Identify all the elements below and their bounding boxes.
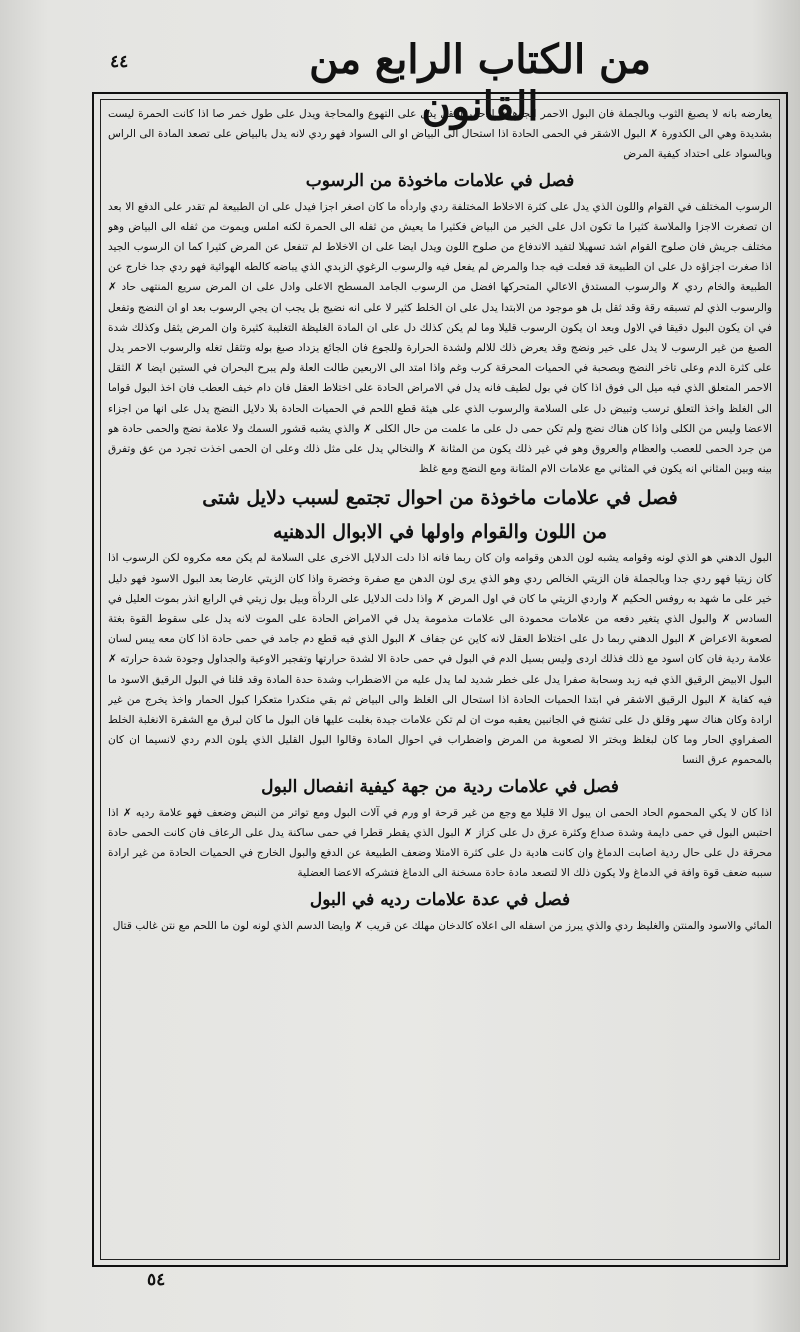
paragraph-discharge: اذا كان لا يكي المحموم الحاد الحمى ان يبول الا قليلا مع وجع من غير قرحة او ورم في آلات البول ومع تواتر من النبض وضعف فهو علامة رديه ✗ اذا احتبس البول في حمى دايمة وشدة صداع وكثرة عرق دل على كزاز ✗ البول الذي يقطر قطرا في حمى ساكنة يدل على الرعاف فان كانت الحمى حادة محرقة دل على حال ردية اصابت الدماغ وان كانت هادية دل على كثرة الامتلا وضعف الطبيعة عن الدفع والبول الخارج في الحميات الحادة من غير ارادة سببه ضعف قوة وافة في الدماغ ولا يكون ذلك الا لتصعد مادة حادة مسخنة الى الدماغ فتشركه الاعضا العضلية <box>108 806 772 880</box>
page-number: ٤٤ <box>110 52 129 72</box>
paragraph-intro: يعارضه بانه لا يصبغ الثوب وبالجملة فان البول الاحمر الجوهري الاحمر الثقل يدل على التهوع والمحاجة ويدل على طول خمر صا اذا كانت الحمرة ليست بشديدة وهي الى الكدورة ✗ البول الاشقر في الحمى الحادة اذا استحال الى البياض او الى السواد فهو ردي لانه يدل بالبياض على تصعد المادة الى الراس وبالسواد على احتداد كيفية المرض <box>108 108 772 161</box>
section-heading-combined-signs: فصل في علامات ماخوذة من احوال تجتمع لسبب دلايل شتى <box>202 487 678 510</box>
paragraph-bad-signs: المائي والاسود والمنتن والغليظ ردي والذي يبرز من اسفله الى اعلاه كالدخان مهلك عن قريب ✗ وايضا الدسم الذي لونه لون ما اللحم مع نتن غالب قتال <box>112 919 772 932</box>
paragraph-sediment: الرسوب المختلف في القوام واللون الذي يدل على كثرة الاخلاط المختلفة ردي واردأه ما كان اصغر اجزا فيدل على ان الطبيعة لم تقدر على الدفع الا بعد ان تصغرت الاجزا والملاسة كثيرا ما تكون ادل على الخير من البياض فكثيرا ما يعيش من ثفله الى الحمرة لكنه املس ويموت من ثفله الى البياض وهو مختلف جريش فان صلوح القوام اشد تسهيلا لتفيد الاندفاع من صلوح اللون ويدل ايضا على ان الاخلاط لم تنفعل عن المرض كثيرا كما ان الرسوب الجيد اذا صغرت اجزاؤه دل على ان الطبيعة قد فعلت فيه جدا والمرض لم يفعل فيه والرسوب الرغوي الزبدي الذي يباضه كالطه الهوائية فهو ردي جدا خارج عن الطبيعة والخام ردي ✗ والرسوب المستدق الاعالي المتحركها افضل من الرسوب الجامد المسطح الاعلى وادل على ان المرض سريع المنتهى حاد ✗ والرسوب الذي لم تسبقه رقة وقد ثقل بل هو موجود من الابتدا يدل على ان الخلط كثير لا على انه نضيج بل يجب ان يجي الرسوب بعد او ان النضج وتفعل في ان يكون البول دقيقا في الاول وبعد ان يكون الرسوب قليلا وما لم يكن كذلك دل على ان المادة الغليظة التغليبة كثيرة وان المرض يثقل وكذلك شدة الصبغ من غير الرسوب لا يدل على خير ونضج وقد يعرض ذلك للالم ولشدة الحرارة وللجوع فان الجائع يزداد صبغ بوله وتثقل تغله والرسوب الاحمر يدل على كثرة الدم وعلى تاخر النضج وبصحبة في الحميات المحرقة كرب وغم واذا امتد الى الاربعين طالت العلة ولم يبرح البحران في الستين ايضا ✗ الثقل الاحمر المتعلق الذي فيه ميل الى فوق اذا كان في بول لطيف فانه يدل في الامراض الحادة على اختلاط العقل فان دام خيف العطب فان اخذ البول قواما الى الغلظ واخذ التعلق ترسب وتبيض دل على السلامة والرسوب الذي على هيئة قطع اللحم في الحميات الحادة بلا دلايل النضج يدل على انها من اجزاء الاعضا وليس من الكلى واذا كان هناك نضج ولم تكن حمى دل على ما علمت من حال الكلى ✗ والذي يشبه قشور السمك ولا علامة نضج والحمى حادة هو من جرد الحمى للعصب والعظام والعروق وهو في غير ذلك يكون من المثانة ✗ والنخالي يدل على مثل ذلك وعلى ان الحمى اخذت تجرد من عق وتفرق بينه وبين المثاني انه يكون في المثاني مع علامات الام المثانة ومع النضج ومع غلظ <box>108 200 772 476</box>
text-body <box>108 104 772 1254</box>
section-heading-sediment: فصل في علامات ماخوذة من الرسوب <box>305 170 575 191</box>
section-heading-bad-signs: فصل في عدة علامات رديه في البول <box>309 889 571 910</box>
running-title: من الكتاب الرابع من القانون <box>309 36 651 130</box>
page-header <box>100 30 790 130</box>
footer-number: ٥٤ <box>147 1270 166 1290</box>
section-heading-discharge: فصل في علامات ردية من جهة كيفية انفصال البول <box>261 776 619 797</box>
paragraph-oily-urine: البول الدهني هو الذي لونه وقوامه يشبه لون الدهن وقوامه وان كان ربما فانه اذا دلت الدلايل الاخرى على السلامة لم يكن معه مكروه لكن الرسوب اذا كان زيتيا فهو ردي جدا وبالجملة فان الزيتي الخالص ردي وهو الذي يرى لون الدهن مع صفرة وخضرة واذا كان الزيتي عارضا بعد البول الاسود فهو دليل خير على ما شهد به روفس الحكيم ✗ واردي الزيتي ما كان في اول المرض ✗ واذا دلت الدلايل على الردأة وبيل بول زيتي في الرابع انذر بموت العليل في السادس ✗ والبول الذي يتغير دفعه من علامات محمودة الى علامات مذمومة يدل في الامراض الحادة على الموت لانه يدل على سقوط القوة بغتة لصعوبة الاعراض ✗ البول الدهني ربما دل على اختلاط العقل لانه كاين عن جفاف ✗ البول الذي فيه قطع دم جامد في حمى حادة اذا كان معه يبس لسان علامة ردية فان كان اسود مع ذلك فذلك اردى وليس بسيل الدم في البول في حمى حادة الا لشدة حرارتها وتفجير الاوعية والجداول وجودة شدة حرارته ✗ البول الابيض الرقيق الذي فيه زبد وسحابة صفرا يدل على خطر شديد لما يدل عليه من الاضطراب وشدة حدة المادة وقد قلنا في البول الرقيق الاسود ما فيه كفاية ✗ البول الرقيق الاشقر في ابتدا الحميات الحادة اذا استحال الى الغلظ والى البياض ثم بقي متكدرا متعكرا كبول الحمار واخذ يخرج من غير ارادة وكان هناك سهر وقلق دل على تشنج في الجانبين يعقبه موت ان لم تكن علامات جيدة بغلبت عليها فان البول ما كان لبرق مع الشقرة الانغلبة الخلط الصفراوي الحار وما كان لبغلظ وبختر الا لصعوبة من المرض واضطراب في احوال المادة وقالوا البول القليل الذي يلون الدم ردي لانسيما ان كان بالمحموم عرق النسا <box>108 552 772 767</box>
section-subheading-oily-urine: من اللون والقوام واولها في الابوال الدهنيه <box>272 521 608 544</box>
